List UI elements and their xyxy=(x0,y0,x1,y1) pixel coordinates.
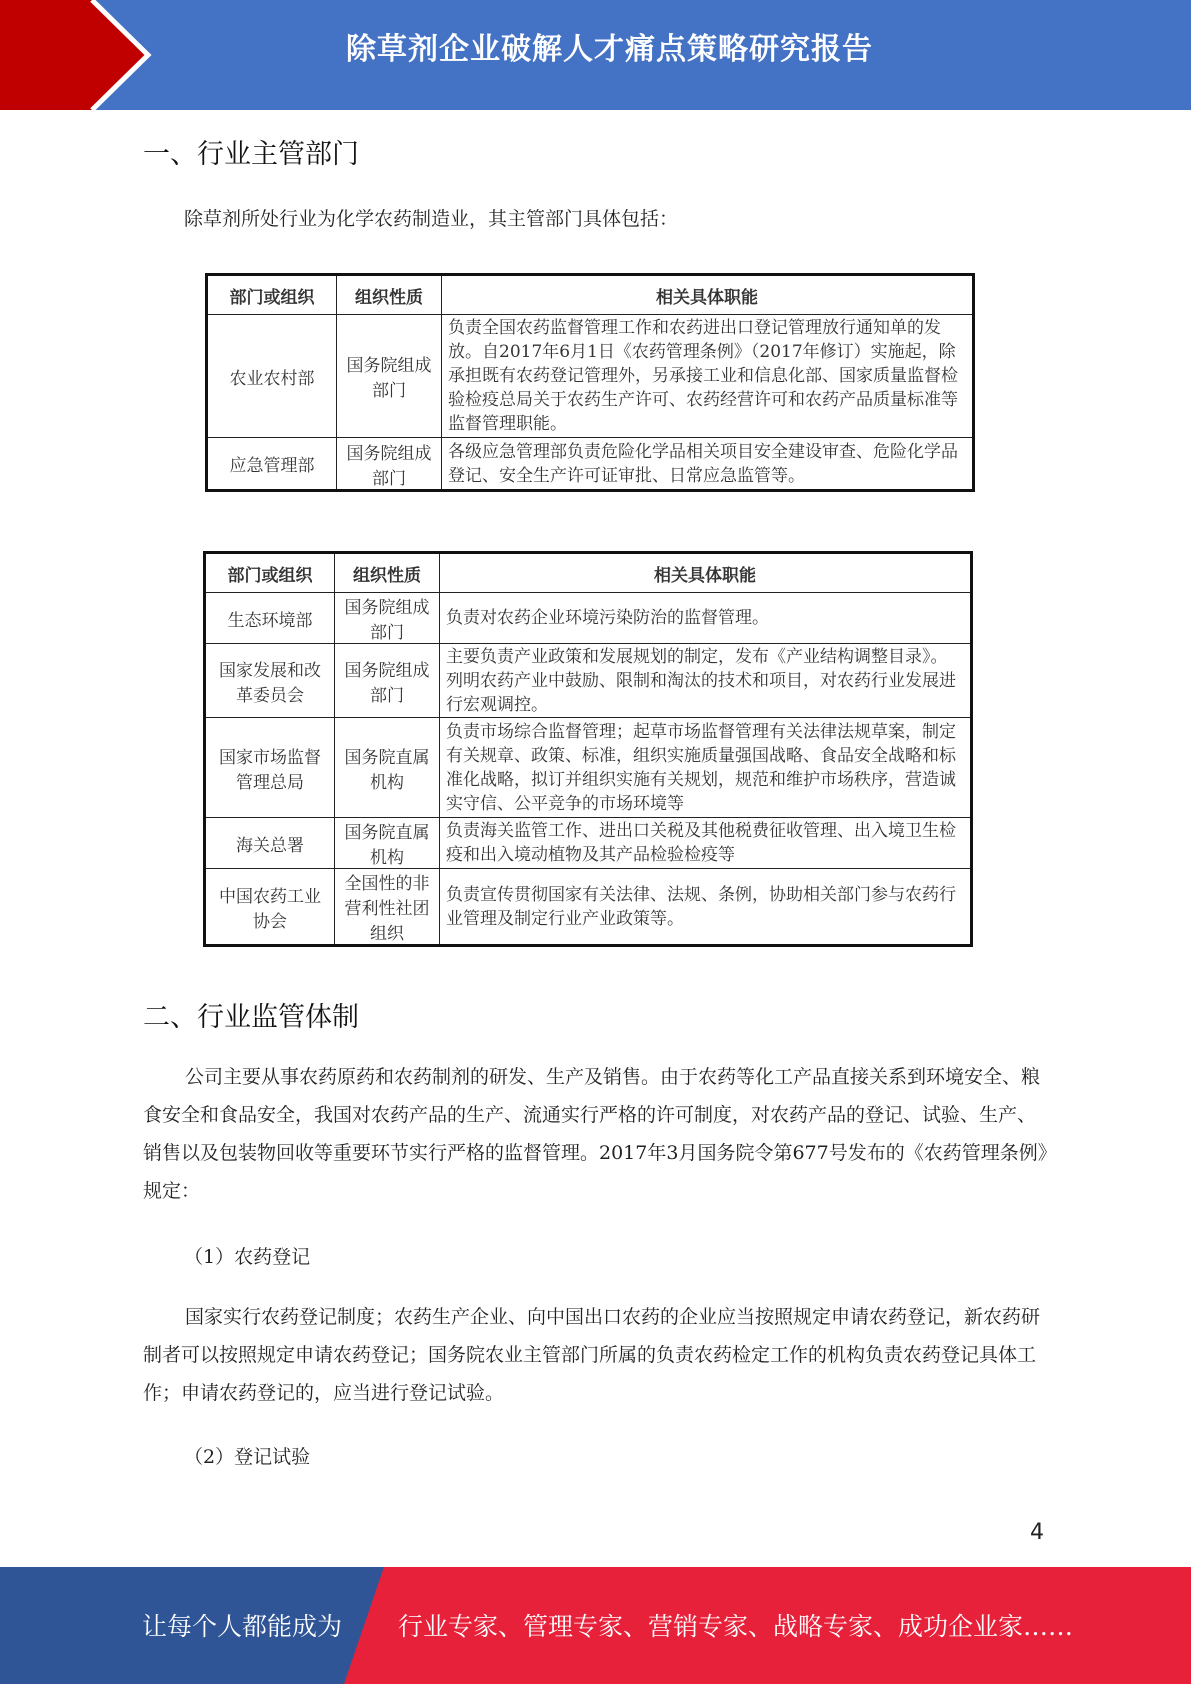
table-row xyxy=(205,718,972,818)
dept-cell: 中国农药工业协会 xyxy=(205,869,335,946)
nature-cell: 国务院直属机构 xyxy=(335,718,440,818)
dept-cell: 生态环境部 xyxy=(205,593,335,644)
report-title: 除草剂企业破解人才痛点策略研究报告 xyxy=(346,32,873,67)
duty-cell: 各级应急管理部负责危险化学品相关项目安全建设审查、危险化学品登记、安全生产许可证审批、日常应急监管等。 xyxy=(442,438,974,491)
table-row xyxy=(205,869,972,946)
footer-slogan-right: 行业专家、管理专家、营销专家、战略专家、成功企业家…… xyxy=(398,1612,1074,1641)
list-item-registration: （1）农药登记 xyxy=(184,1246,311,1268)
duty-cell: 负责市场综合监督管理；起草市场监督管理有关法律法规草案，制定有关规章、政策、标准，组织实施质量强国战略、食品安全战略和标准化战略，拟订并组织实施有关规划，规范和维护市场秩序，营造诚实守信、公平竞争的市场环境等 xyxy=(440,718,972,818)
nature-cell: 国务院组成部门 xyxy=(337,315,442,438)
table-row xyxy=(205,644,972,718)
nature-cell: 国务院直属机构 xyxy=(335,818,440,869)
nature-cell: 国务院组成部门 xyxy=(335,644,440,718)
header-banner xyxy=(0,0,1191,110)
col-header-nature: 组织性质 xyxy=(337,275,442,315)
table-header-row xyxy=(205,553,972,593)
nature-cell: 国务院组成部门 xyxy=(335,593,440,644)
duty-cell: 负责宣传贯彻国家有关法律、法规、条例，协助相关部门参与农药行业管理及制定行业产业政策等。 xyxy=(440,869,972,946)
table-row xyxy=(205,593,972,644)
regulator-table-2 xyxy=(203,551,973,947)
col-header-duty: 相关具体职能 xyxy=(442,275,974,315)
col-header-dept: 部门或组织 xyxy=(207,275,337,315)
footer-slogan-left: 让每个人都能成为 xyxy=(142,1612,343,1641)
table-row xyxy=(205,818,972,869)
footer-banner xyxy=(0,1567,1191,1684)
dept-cell: 海关总署 xyxy=(205,818,335,869)
list-item-registration-test: （2）登记试验 xyxy=(184,1446,311,1468)
page-number: 4 xyxy=(1030,1520,1044,1545)
duty-cell: 主要负责产业政策和发展规划的制定，发布《产业结构调整目录》。列明农药产业中鼓励、限制和淘汰的技术和项目，对农药行业发展进行宏观调控。 xyxy=(440,644,972,718)
table-row xyxy=(207,438,974,491)
section2-paragraph-1: 公司主要从事农药原药和农药制剂的研发、生产及销售。由于农药等化工产品直接关系到环境安全、粮食安全和食品安全，我国对农药产品的生产、流通实行严格的许可制度，对农药产品的登记、试验、生产、销售以及包装物回收等重要环节实行严格的监督管理。2017年3月国务院令第677号发布的《农药管理条例》规定： xyxy=(143,1066,1048,1202)
section2-paragraph-2: 国家实行农药登记制度；农药生产企业、向中国出口农药的企业应当按照规定申请农药登记，新农药研制者可以按照规定申请农药登记；国务院农业主管部门所属的负责农药检定工作的机构负责农药登记具体工作；申请农药登记的，应当进行登记试验。 xyxy=(143,1306,1041,1404)
section2-heading: 二、行业监管体制 xyxy=(143,1002,359,1033)
dept-cell: 农业农村部 xyxy=(207,315,337,438)
col-header-duty: 相关具体职能 xyxy=(440,553,972,593)
col-header-dept: 部门或组织 xyxy=(205,553,335,593)
duty-cell: 负责对农药企业环境污染防治的监督管理。 xyxy=(440,593,972,644)
duty-cell: 负责全国农药监督管理工作和农药进出口登记管理放行通知单的发放。自2017年6月1日《农药管理条例》（2017年修订）实施起，除承担既有农药登记管理外，另承接工业和信息化部、国家质量监督检验检疫总局关于农药生产许可、农药经营许可和农药产品质量标准等监督管理职能。 xyxy=(442,315,974,438)
nature-cell: 国务院组成部门 xyxy=(337,438,442,491)
table-header-row xyxy=(207,275,974,315)
section1-intro: 除草剂所处行业为化学农药制造业，其主管部门具体包括： xyxy=(184,208,679,230)
dept-cell: 应急管理部 xyxy=(207,438,337,491)
table-row xyxy=(207,315,974,438)
col-header-nature: 组织性质 xyxy=(335,553,440,593)
section1-heading: 一、行业主管部门 xyxy=(143,139,359,170)
dept-cell: 国家发展和改革委员会 xyxy=(205,644,335,718)
dept-cell: 国家市场监督管理总局 xyxy=(205,718,335,818)
duty-cell: 负责海关监管工作、进出口关税及其他税费征收管理、出入境卫生检疫和出入境动植物及其产品检验检疫等 xyxy=(440,818,972,869)
regulator-table-1 xyxy=(205,273,975,492)
nature-cell: 全国性的非营利性社团组织 xyxy=(335,869,440,946)
